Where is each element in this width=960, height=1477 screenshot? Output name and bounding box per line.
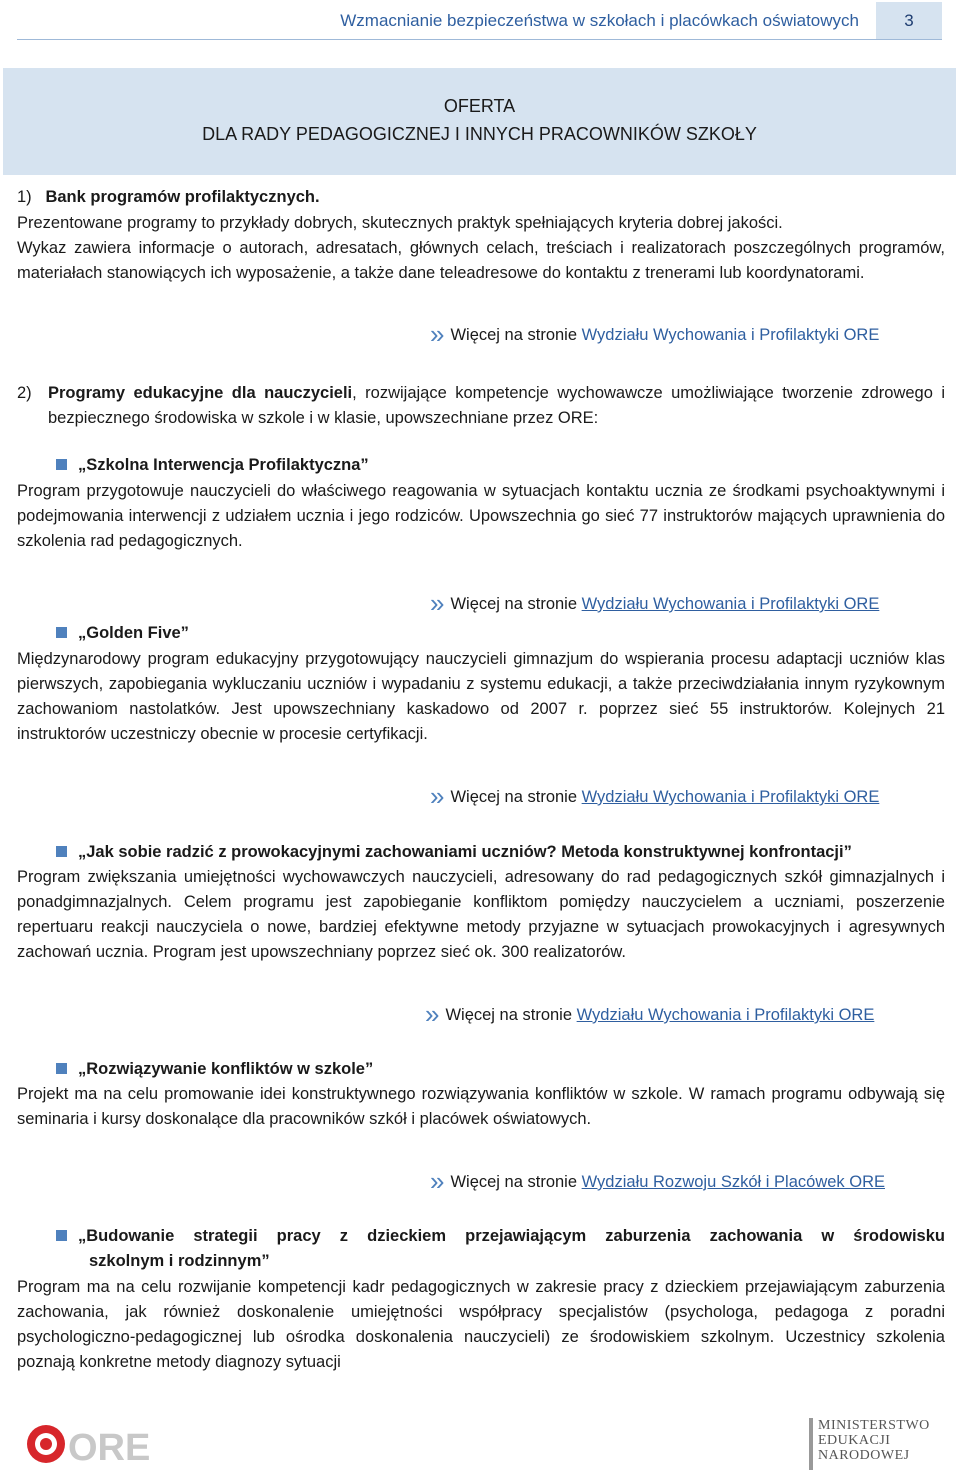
program-more — [425, 999, 875, 1029]
ministry-line1: MINISTERSTWO — [818, 1418, 930, 1433]
program-text: Międzynarodowy program edukacyjny przygotowujący nauczycieli gimnazjum do wspierania procesu adaptacji uczniów klas pierwszych, zapobiegania wykluczaniu uczniów i wypadaniu z systemu edukacji, a także przeciwdziałania innym ryzykownym zachowaniom nastolatków. Jest upowszechniany kaskadowo od 2007 r. poprzez sieć 55 instruktorów. Kolejnych 21 instruktorów uczestniczy obecnie w procesie certyfikacji. — [17, 650, 945, 743]
bullet-square-icon — [56, 1063, 67, 1074]
program-title: „Jak sobie radzić z prowokacyjnymi zachowaniami uczniów? Metoda konstruktywnej konfrontacji” — [78, 843, 852, 861]
more-label: Więcej na stronie — [445, 1006, 573, 1024]
section2-text: , rozwijające kompetencje wychowawcze umożliwiające tworzenie zdrowego i bezpiecznego środowiska w szkole i w klasie, upowszechniane przez ORE: — [48, 384, 946, 427]
ministry-logo — [818, 1418, 942, 1470]
more-link[interactable]: Wydziału Wychowania i Profilaktyki ORE — [581, 788, 880, 806]
program-title: „Szkolna Interwencja Profilaktyczna” — [78, 456, 369, 474]
more-link[interactable]: Wydziału Rozwoju Szkół i Placówek ORE — [581, 1173, 885, 1191]
program-text: Projekt ma na celu promowanie idei konstruktywnego rozwiązywania konfliktów w szkole. W ramach programu odbywają się seminaria i kursy doskonalące dla pracowników szkół i placówek oświatowych. — [17, 1085, 945, 1128]
ministry-logo-bar — [809, 1418, 813, 1470]
ore-logo — [22, 1418, 151, 1470]
chevron-right-icon: » — [430, 1166, 445, 1196]
program-title-line2: szkolnym i rodzinnym” — [89, 1252, 270, 1270]
offer-banner — [3, 68, 956, 175]
program-text: Program przygotowuje nauczycieli do właściwego reagowania w sytuacjach kontaktu ucznia ze środkami psychoaktywnymi i podejmowania interwencji z udziałem ucznia i jego rodziców. Upowszechnia go sieć 77 instruktorów mających uprawnienia do szkolenia rad pedagogicznych. — [17, 482, 945, 550]
ministry-line2: EDUKACJI — [818, 1433, 891, 1448]
section1-text2: Wykaz zawiera informacje o autorach, adresatach, głównych celach, treściach i realizatorach poszczególnych programów, materiałach stanowiących ich wyposażenie, a także dane teleadresowe do kontaktu z trenerami lub koordynatorami. — [17, 239, 945, 282]
section1-heading — [17, 185, 320, 210]
section2-intro — [48, 381, 945, 431]
ministry-line3: NARODOWEJ — [818, 1448, 910, 1463]
bullet-square-icon — [56, 846, 67, 857]
bullet-square-icon — [56, 627, 67, 638]
section2-title: Programy edukacyjne dla nauczycieli — [48, 384, 353, 402]
more-label: Więcej na stronie — [450, 788, 578, 806]
more-link[interactable]: Wydziału Wychowania i Profilaktyki ORE — [576, 1006, 875, 1024]
bullet-square-icon — [56, 459, 67, 470]
offer-title: OFERTA — [443, 96, 516, 116]
program-title: „Rozwiązywanie konfliktów w szkole” — [78, 1060, 374, 1078]
chevron-right-icon: » — [430, 781, 445, 811]
program-more — [430, 588, 880, 618]
section2-number: 2) — [17, 384, 32, 402]
chevron-right-icon: » — [430, 319, 445, 349]
program-text: Program ma na celu rozwijanie kompetencji kadr pedagogicznych w zakresie pracy z dzieckiem przejawiającym zaburzenia zachowania, jak również doskonalenie umiejętności współpracy specjalistów (psychologa, pedagoga z poradni psychologiczno-pedagogicznej lub ośrodka doskonalenia nauczycieli) ze środowiskiem szkolnym. Uczestnicy szkolenia poznają konkretne metody diagnozy sytuacji — [17, 1278, 945, 1371]
program-more — [430, 1166, 885, 1196]
chevron-right-icon: » — [425, 999, 440, 1029]
more-link[interactable]: Wydziału Wychowania i Profilaktyki ORE — [581, 595, 880, 613]
program-title: „Golden Five” — [78, 624, 189, 642]
bullet-square-icon — [56, 1230, 67, 1241]
program-title-line1: „Budowanie strategii pracy z dzieckiem przejawiającym zaburzenia zachowania w środowisku — [78, 1227, 945, 1245]
section1-title: Bank programów profilaktycznych. — [45, 188, 320, 206]
section1-text1: Prezentowane programy to przykłady dobrych, skutecznych praktyk spełniających kryteria dobrej jakości. — [17, 214, 783, 232]
header-divider — [17, 39, 942, 40]
section1-more — [430, 319, 880, 349]
section1-number: 1) — [17, 188, 32, 206]
program-text: Program zwiększania umiejętności wychowawczych nauczycieli, adresowany do rad pedagogicznych szkół gimnazjalnych i ponadgimnazjalnych. Celem programu jest zapobieganie konfliktom pomiędzy nauczycielem a uczniami, poszerzenie repertuaru reakcji nauczyciela o nowe, bardziej efektywne metody przyjazne w sytuacjach prowokacyjnych i agresywnych zachowań ucznia. Program jest upowszechniany poprzez sieć ok. 300 realizatorów. — [17, 868, 945, 961]
more-label: Więcej na stronie — [450, 1173, 578, 1191]
svg-text:ORE: ORE — [68, 1427, 151, 1469]
more-label: Więcej na stronie — [450, 326, 578, 344]
header-title: Wzmacnianie bezpieczeństwa w szkołach i placówkach oświatowych — [340, 11, 859, 30]
page-number: 3 — [876, 2, 942, 39]
program-more — [430, 781, 880, 811]
chevron-right-icon: » — [430, 588, 445, 618]
offer-subtitle: DLA RADY PEDAGOGICZNEJ I INNYCH PRACOWNIKÓW SZKOŁY — [202, 124, 757, 144]
more-link-wychowania[interactable]: Wydziału Wychowania i Profilaktyki ORE — [581, 326, 880, 344]
more-label: Więcej na stronie — [450, 595, 578, 613]
running-header — [17, 2, 875, 39]
